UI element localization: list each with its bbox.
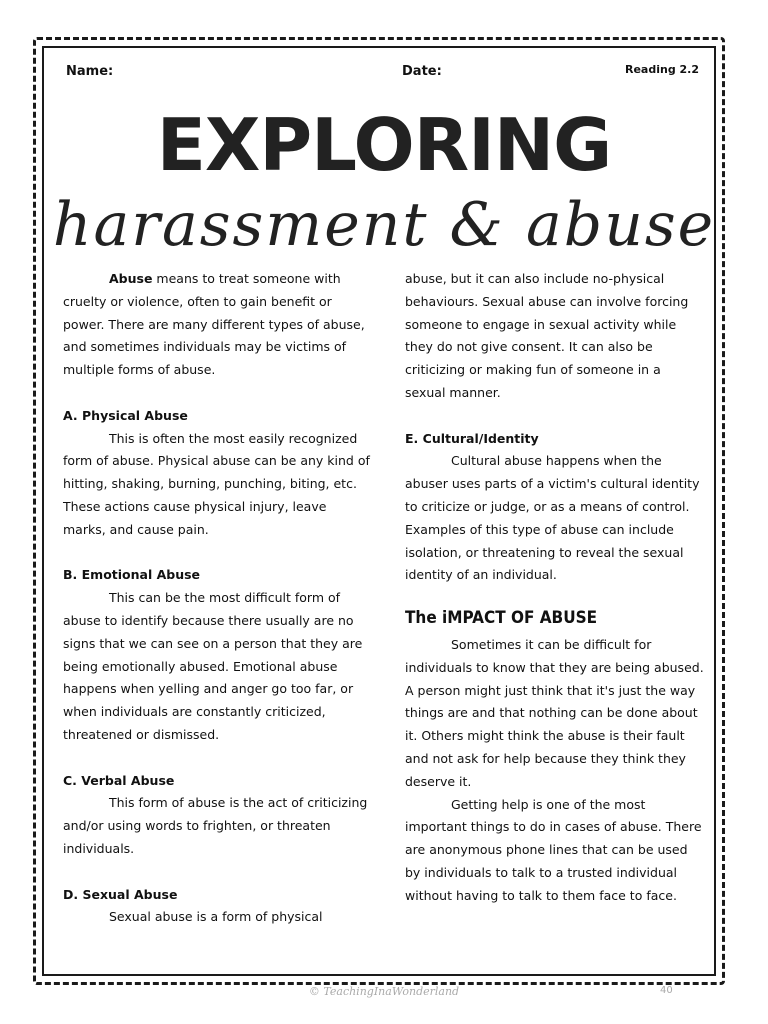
cultural-heading: E. Cultural/Identity [405, 430, 539, 446]
impact-paragraph-2: Getting help is one of the most important things to do in cases of abuse. There are anonymous phone lines that can be used by individuals to talk to a trusted individual without having to talk to them face to face. [405, 796, 702, 903]
page-subtitle: harassment & abuse [52, 190, 716, 260]
impact-paragraph-1: Sometimes it can be difficult for individuals to know that they are being abused. A person might just think that it's just the way things are and that nothing can be done about it. Others might think the abuse is their fault and not ask for help because they think they deserve it. [405, 636, 704, 789]
name-label: Name: [66, 64, 114, 79]
footer-credit: © TeachingInaWonderland [308, 985, 460, 998]
verbal-text: This form of abuse is the act of criticizing and/or using words to frighten, or threaten individuals. [63, 795, 368, 856]
verbal-heading: C. Verbal Abuse [63, 772, 175, 788]
physical-text: This is often the most easily recognized form of abuse. Physical abuse can be any kind of hitting, shaking, burning, punching, biting, etc. These actions cause physical injury, leave marks, and cause pain. [63, 430, 370, 537]
date-label: Date: [402, 64, 442, 79]
intro-text: means to treat someone with cruelty or violence, often to gain benefit or power. There are many different types of abuse, and sometimes individuals may be victims of multiple forms of abuse. [63, 271, 365, 378]
impact-heading: The iMPACT OF ABUSE [405, 608, 598, 629]
emotional-heading: B. Emotional Abuse [63, 567, 201, 583]
physical-heading: A. Physical Abuse [63, 407, 188, 423]
intro-paragraph [63, 268, 373, 382]
cultural-text: Cultural abuse happens when the abuser uses parts of a victim's cultural identity to criticize or judge, or as a means of control. Examples of this type of abuse can include isolation, or threatening to reveal the sexual identity of an individual. [405, 453, 700, 583]
page-title: EXPLORING [156, 103, 612, 187]
sexual-text: Sexual abuse is a form of physical [109, 909, 323, 925]
left-column [63, 268, 373, 929]
sexual-continued-text: abuse, but it can also include no-physical behaviours. Sexual abuse can involve forcing someone to engage in sexual activity while they do not give consent. It can also be criticizing or making fun of someone in a sexual manner. [405, 271, 689, 400]
emotional-text: This can be the most difficult form of abuse to identify because there usually are no signs that we can see on a person that they are being emotionally abused. Emotional abuse happens when yelling and anger go too far, or when individuals are constantly criticized, threatened or dismissed. [63, 590, 363, 742]
reading-label: Reading 2.2 [625, 63, 700, 76]
right-column [405, 268, 705, 908]
intro-term: Abuse [109, 271, 153, 286]
page-number: 40 [660, 985, 673, 996]
sexual-heading: D. Sexual Abuse [63, 886, 178, 902]
